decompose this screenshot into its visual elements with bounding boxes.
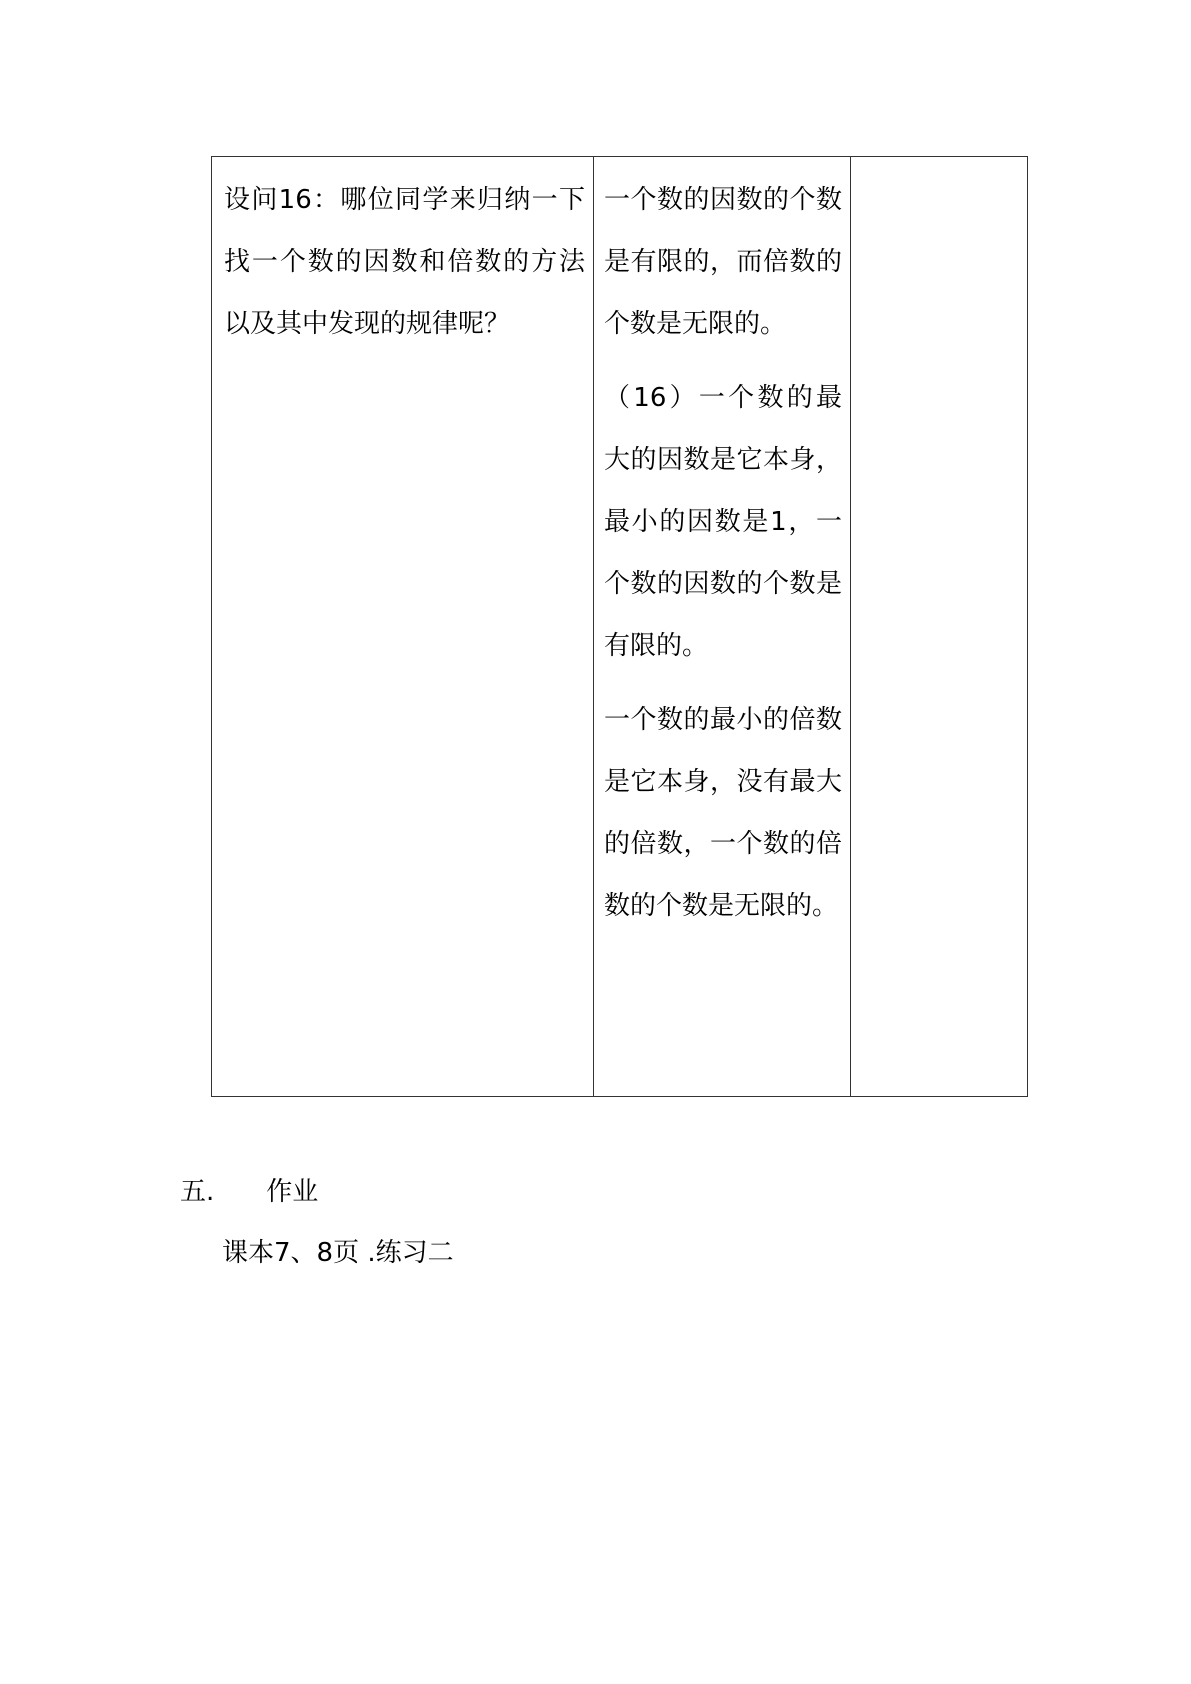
section-title: 作业 <box>266 1177 319 1207</box>
section-number: 五. <box>180 1177 215 1207</box>
lesson-table <box>211 156 1028 1097</box>
answer-cell <box>594 157 851 1097</box>
homework-assignment: 课本7、8页 .练习二 <box>222 1238 454 1268</box>
table-row <box>212 157 1028 1097</box>
question-text: 设问16：哪位同学来归纳一下找一个数的因数和倍数的方法以及其中发现的规律呢？ <box>224 185 585 339</box>
question-cell <box>212 157 594 1097</box>
answer-text-part1: 一个数的因数的个数是有限的，而倍数的个数是无限的。 <box>604 185 842 339</box>
answer-text-part2: （16）一个数的最大的因数是它本身，最小的因数是1，一个数的因数的个数是有限的。 <box>604 383 842 661</box>
answer-text-part3: 一个数的最小的倍数是它本身，没有最大的倍数，一个数的倍数的个数是无限的。 <box>604 705 842 921</box>
note-cell <box>851 157 1028 1097</box>
homework-section-heading <box>180 1172 318 1212</box>
